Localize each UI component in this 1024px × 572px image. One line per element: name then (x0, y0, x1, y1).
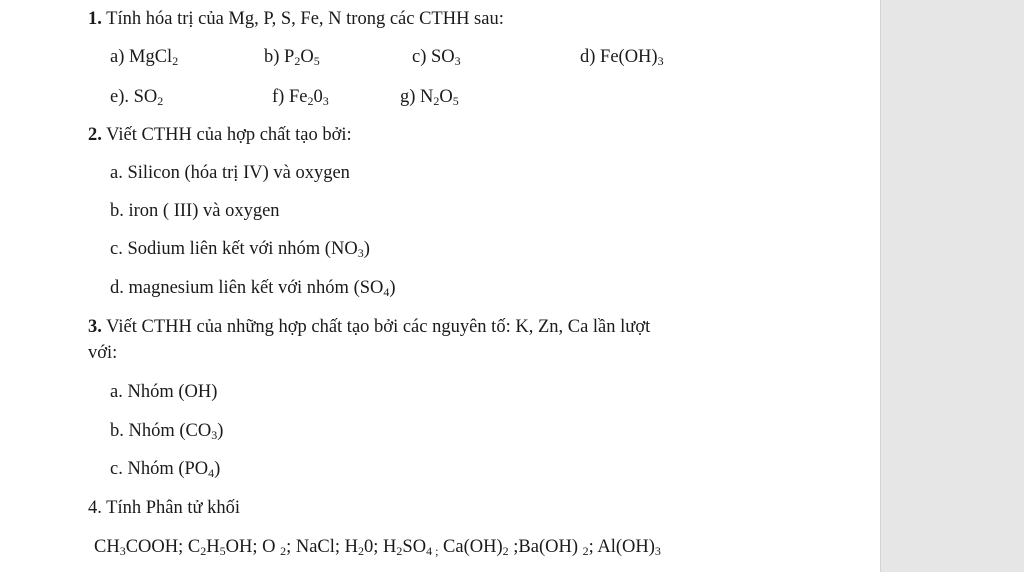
q2-item-d-text: d. magnesium liên kết với nhóm (SO (110, 278, 384, 298)
q1-item-b-text: b) P (264, 47, 295, 67)
q1-item-e (110, 86, 163, 108)
q4-formula-text: CH (94, 537, 120, 557)
q2-item-b: b. iron ( III) và oxygen (110, 201, 280, 221)
q1-item-a-text: a) MgCl (110, 47, 173, 67)
q2-item-c (110, 238, 370, 260)
q4-formula-subscript: 2 (200, 544, 207, 558)
q1-item-d-text: d) Fe(OH) (580, 47, 658, 67)
q4-formula-subscript: 3 (654, 544, 661, 558)
q3-item-b-post: ) (217, 421, 224, 441)
q1-item-d-sub: 3 (657, 54, 664, 68)
q4-formula-text: ;Ba(OH) (508, 537, 583, 557)
q1-item-b-sub: 2 (294, 54, 301, 68)
q4-formula-subscript: 3 (119, 544, 126, 558)
question-2-text: Viết CTHH của hợp chất tạo bởi: (101, 125, 352, 145)
q4-formula-text: H (206, 537, 220, 557)
q1-item-g (400, 86, 459, 108)
q1-item-e-text: e). SO (110, 87, 158, 107)
question-3-number: 3. (88, 317, 102, 337)
q4-formula-subscript: 2 (582, 544, 589, 558)
question-3-prompt (88, 316, 650, 338)
q4-formula-text: SO (402, 537, 427, 557)
q1-item-c-sub: 3 (454, 54, 461, 68)
q1-item-f-sub2: 3 (322, 94, 329, 108)
q4-formula-subscript: 2 (396, 544, 403, 558)
question-1-number: 1. (88, 9, 102, 29)
q1-item-c (412, 46, 461, 68)
q4-formula-text: COOH; C (125, 537, 201, 557)
question-1-text: Tính hóa trị của Mg, P, S, Fe, N trong các CTHH sau: (101, 9, 504, 29)
q3-item-b-sub: 3 (211, 428, 218, 442)
q3-item-c-post: ) (214, 459, 221, 479)
question-1-prompt (88, 8, 504, 30)
q1-item-b-mid: O (300, 47, 314, 67)
q3-item-c-text: c. Nhóm (PO (110, 459, 209, 479)
q1-item-f (272, 86, 329, 108)
question-3-text-line2: với: (88, 343, 118, 363)
q1-item-g-sub2: 5 (452, 94, 459, 108)
q3-item-c (110, 458, 220, 480)
q1-item-g-text: g) N (400, 87, 434, 107)
q4-formula-subscript: 2 (358, 544, 365, 558)
q1-item-g-sub: 2 (433, 94, 440, 108)
q4-formula-subscript: 2 (280, 544, 287, 558)
question-4-prompt: 4. Tính Phân tử khối (88, 498, 241, 518)
q1-item-f-text: f) Fe (272, 87, 308, 107)
q4-formula-text: ; Al(OH) (588, 537, 655, 557)
q1-item-f-sub: 2 (307, 94, 314, 108)
q2-item-c-post: ) (363, 239, 370, 259)
q1-item-b (264, 46, 320, 68)
q1-item-a (110, 46, 178, 68)
q1-item-a-sub: 2 (172, 54, 179, 68)
q4-formula-text: Ca(OH) (438, 537, 503, 557)
q1-item-c-text: c) SO (412, 47, 455, 67)
q4-formula-subscript: 5 (219, 544, 226, 558)
question-3-text-line1: Viết CTHH của những hợp chất tạo bởi các nguyên tố: K, Zn, Ca lần lượt (101, 317, 651, 337)
q2-item-d (110, 277, 396, 299)
q1-item-f-mid: 0 (313, 87, 323, 107)
q3-item-b (110, 420, 223, 442)
q1-item-g-mid: O (439, 87, 453, 107)
question-2-prompt (88, 124, 352, 146)
q3-item-a: a. Nhóm (OH) (110, 382, 218, 402)
q1-item-d (580, 46, 664, 68)
q4-formula-text: OH; O (225, 537, 281, 557)
question-2-number: 2. (88, 125, 102, 145)
side-panel (880, 0, 1024, 572)
q1-item-e-sub: 2 (157, 94, 164, 108)
q4-formula-list (94, 536, 661, 558)
q3-item-b-text: b. Nhóm (CO (110, 421, 212, 441)
q2-item-c-text: c. Sodium liên kết với nhóm (NO (110, 239, 358, 259)
q2-item-d-sub: 4 (383, 285, 390, 299)
q4-formula-text: ; NaCl; H (286, 537, 359, 557)
q2-item-d-post: ) (389, 278, 396, 298)
q4-formula-subscript: 4 ; (426, 544, 439, 558)
q1-item-b-sub2: 5 (313, 54, 320, 68)
q2-item-a: a. Silicon (hóa trị IV) và oxygen (110, 163, 350, 183)
q4-formula-text: 0; H (364, 537, 397, 557)
q4-formula-subscript: 2 (502, 544, 509, 558)
q2-item-c-sub: 3 (357, 246, 364, 260)
q3-item-c-sub: 4 (208, 466, 215, 480)
